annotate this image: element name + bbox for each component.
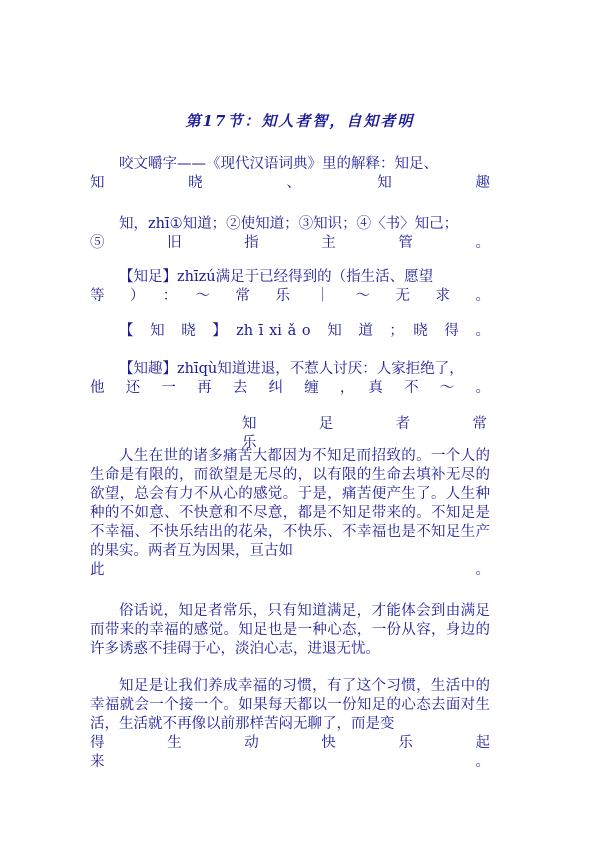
paragraph-8-text: 俗话说，知足者常乐，只有知道满足，才能体会到由满足而带来的幸福的感觉。知足也是一种心态，一份从容，身边的许多诱惑不挂碍于心，淡泊心志，进退无忧。 bbox=[90, 603, 490, 657]
paragraph-9-last-line: 得 生 动 快 乐 起 来 。 bbox=[90, 735, 534, 770]
paragraph-3-line-2: 等 ） ： ～ 常 乐 ｜ ～ 无 求 。 bbox=[90, 288, 490, 304]
subheading-text: 知 足 者 常 乐 bbox=[242, 416, 545, 451]
paragraph-4 bbox=[90, 322, 490, 341]
paragraph-5 bbox=[90, 360, 490, 398]
paragraph-1-line-2: 知 晓 、 知 趣 bbox=[90, 175, 490, 191]
paragraph-1-line-1: 咬文嚼字——《现代汉语词典》里的解释：知足、 bbox=[119, 156, 438, 172]
paragraph-5-line-2: 他 还 一 再 去 纠 缠 ， 真 不 ～ 。 bbox=[90, 380, 490, 396]
section-title: 第17节：知人者智，自知者明 bbox=[185, 112, 415, 130]
paragraph-9 bbox=[90, 677, 534, 772]
paragraph-3 bbox=[90, 268, 490, 306]
paragraph-9-text: 知足是让我们养成幸福的习惯，有了这个习惯，生活中的幸福就会一个接一个。如果每天都以一份知足的心态去面对生活，生活就不再像以前那样苦闷无聊了，而是变 bbox=[90, 678, 490, 732]
paragraph-2 bbox=[90, 215, 490, 253]
paragraph-7 bbox=[90, 447, 490, 580]
paragraph-7-last-line: 此 。 bbox=[90, 562, 490, 578]
paragraph-2-line-1: 知，zhī①知道；②使知道；③知识；④〈书〉知己； bbox=[119, 216, 459, 232]
paragraph-4-line-1: 【 知 晓 】 zh ī xi ǎ o 知 道 ； 晓 得 。 bbox=[119, 323, 490, 339]
paragraph-2-line-2: ⑤ 旧 指 主 管 。 bbox=[90, 235, 490, 251]
paragraph-8 bbox=[90, 602, 490, 659]
paragraph-1 bbox=[90, 155, 490, 193]
paragraph-3-line-1: 【知足】zhīzú满足于已经得到的（指生活、愿望 bbox=[119, 269, 434, 285]
paragraph-7-text: 人生在世的诸多痛苦大都因为不知足而招致的。一个人的生命是有限的，而欲望是无尽的，以有限的生命去填补无尽的欲望，总会有力不从心的感觉。于是，痛苦便产生了。人生种种的不如意、不快意和不尽意，都是不知足带来的。不知足是不幸福、不快乐结出的花朵，不快乐、不幸福也是不知足生产的果实。两者互为因果，亘古如 bbox=[90, 448, 490, 559]
paragraph-5-line-1: 【知趣】zhīqù知道进退，不惹人讨厌：人家拒绝了， bbox=[119, 361, 464, 377]
